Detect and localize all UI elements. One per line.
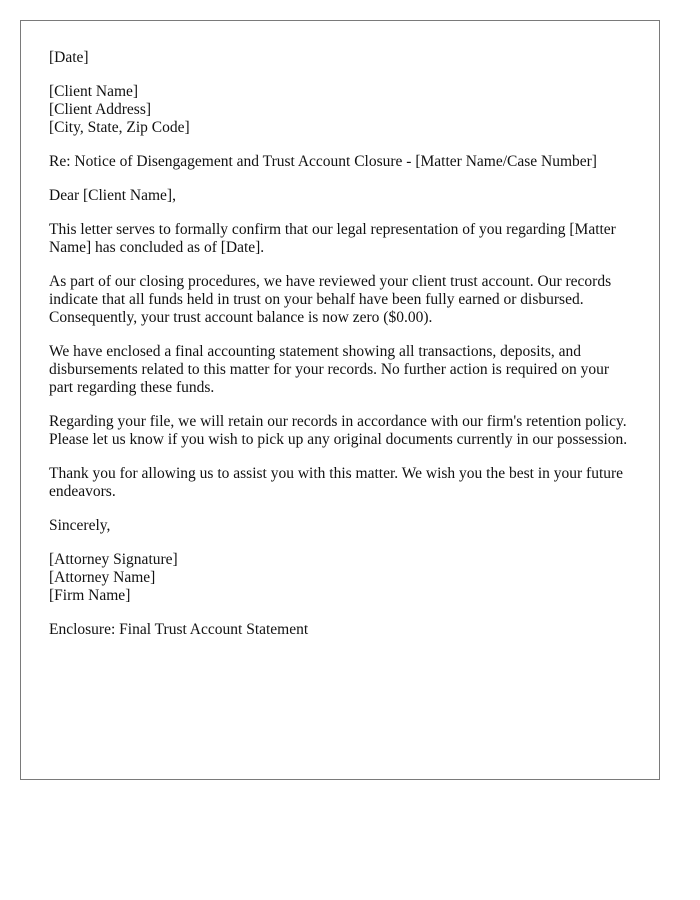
subject-line: Re: Notice of Disengagement and Trust Account Closure - [Matter Name/Case Number]	[49, 153, 597, 170]
letter-date: [Date]	[49, 49, 89, 66]
body-paragraph-accounting-statement: We have enclosed a final accounting statement showing all transactions, deposits, and disbursements related to this matter for your records. No further action is required on your part regarding these funds.	[49, 343, 609, 396]
letter-page	[20, 20, 660, 780]
body-paragraph-thank-you: Thank you for allowing us to assist you with this matter. We wish you the best in your future endeavors.	[49, 465, 624, 500]
recipient-city-state-zip: [City, State, Zip Code]	[49, 119, 190, 136]
salutation: Dear [Client Name],	[49, 187, 176, 204]
recipient-address-block	[49, 83, 631, 137]
body-paragraph-confirmation: This letter serves to formally confirm that our legal representation of you regarding [Matter Name] has concluded as of [Date].	[49, 221, 616, 256]
recipient-name: [Client Name]	[49, 83, 139, 100]
attorney-signature: [Attorney Signature]	[49, 551, 178, 568]
body-paragraph-trust-account: As part of our closing procedures, we have reviewed your client trust account. Our records indicate that all funds held in trust on your behalf have been fully earned or disbursed. Consequently, your trust account balance is now zero ($0.00).	[49, 273, 612, 326]
recipient-address: [Client Address]	[49, 101, 152, 118]
body-paragraph-file-retention: Regarding your file, we will retain our records in accordance with our firm's retention policy. Please let us know if you wish to pick up any original documents currently in our possession.	[49, 413, 628, 448]
enclosure-note: Enclosure: Final Trust Account Statement	[49, 621, 309, 638]
attorney-name: [Attorney Name]	[49, 569, 156, 586]
closing: Sincerely,	[49, 517, 111, 534]
signature-block	[49, 551, 631, 605]
firm-name: [Firm Name]	[49, 587, 131, 604]
